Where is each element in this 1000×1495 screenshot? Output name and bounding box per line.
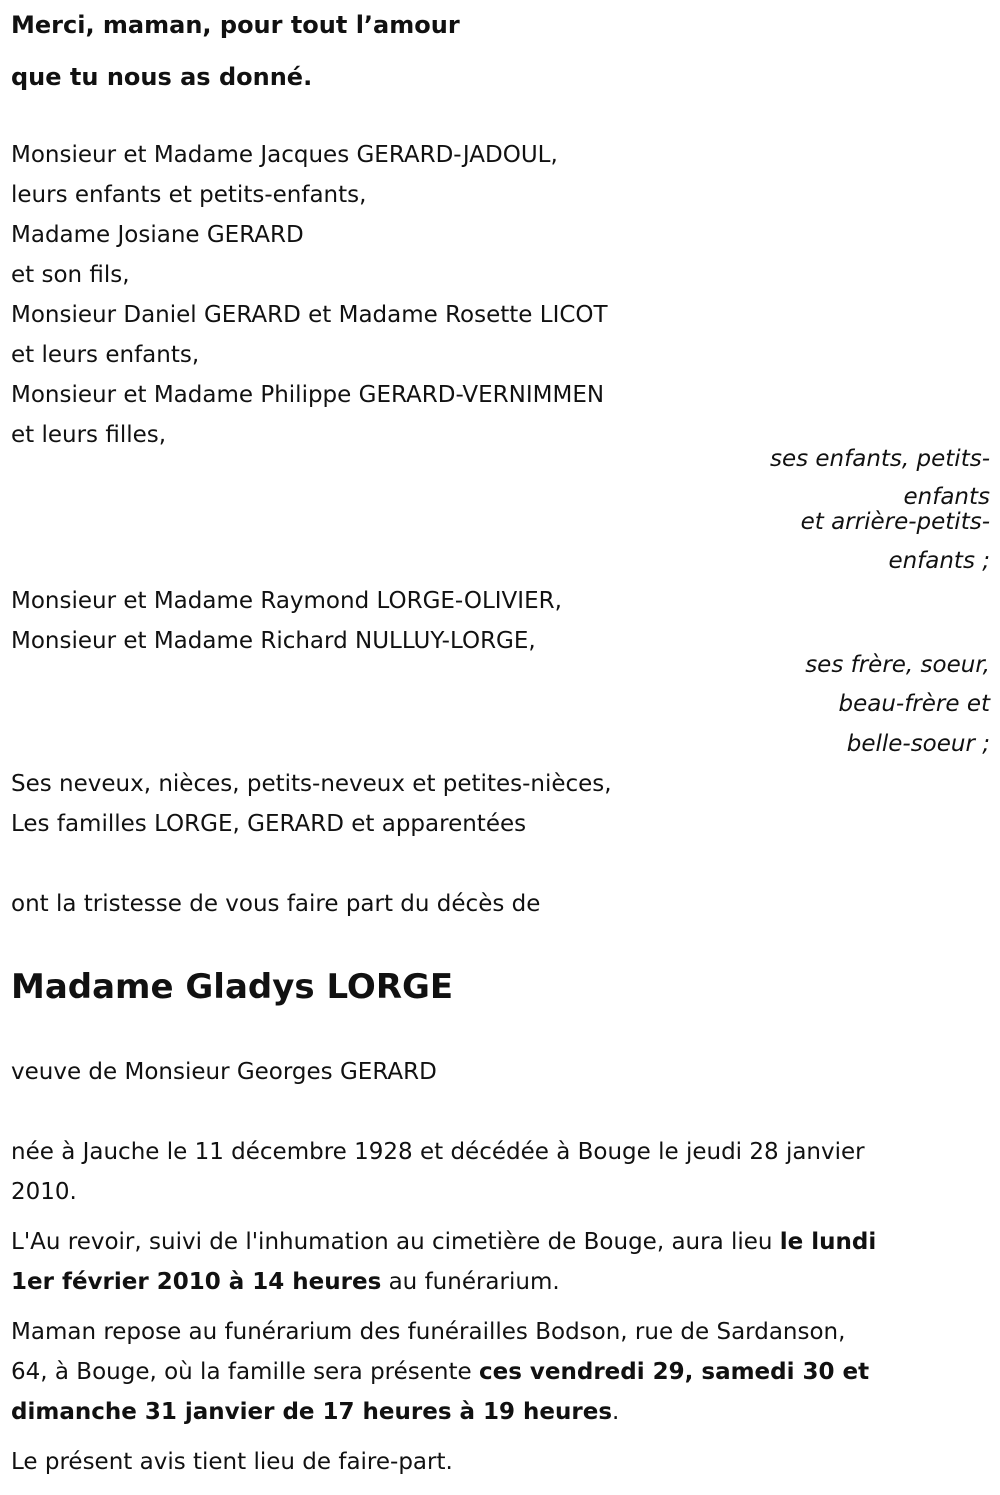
heading-line: Merci, maman, pour tout l’amour [11, 11, 460, 39]
family-line: Monsieur et Madame Jacques GERARD-JADOUL, [11, 142, 558, 168]
visitation-line: Maman repose au funérarium des funérailles Bodson, rue de Sardanson, [11, 1319, 846, 1345]
relation-line: ses frère, soeur, [805, 652, 990, 678]
family-line: Les familles LORGE, GERARD et apparentées [11, 811, 527, 837]
visitation-dates: ces vendredi 29, samedi 30 et [478, 1359, 870, 1385]
family-line: leurs enfants et petits-enfants, [11, 182, 367, 208]
family-line: et son fils, [11, 262, 130, 288]
family-line: Monsieur et Madame Philippe GERARD-VERNIMMEN [11, 382, 605, 408]
ceremony-text: au funérarium. [381, 1269, 560, 1295]
ceremony-date: le lundi [779, 1229, 877, 1255]
deceased-name: Madame Gladys LORGE [11, 967, 454, 1007]
widow-of: veuve de Monsieur Georges GERARD [11, 1059, 437, 1085]
birth-death-line: née à Jauche le 11 décembre 1928 et décédée à Bouge le jeudi 28 janvier [11, 1139, 865, 1165]
family-line: Ses neveux, nièces, petits-neveux et petites-nièces, [11, 771, 612, 797]
announcement: ont la tristesse de vous faire part du décès de [11, 891, 541, 917]
visitation-line [11, 1392, 619, 1432]
family-line: Monsieur et Madame Richard NULLUY-LORGE, [11, 628, 536, 654]
relation-line: belle-soeur ; [846, 731, 990, 757]
relation-line: et arrière-petits- [800, 509, 990, 535]
family-line: Monsieur Daniel GERARD et Madame Rosette LICOT [11, 302, 608, 328]
relation-line: ses enfants, petits- [769, 446, 990, 472]
family-line: Madame Josiane GERARD [11, 222, 304, 248]
closing-note: Le présent avis tient lieu de faire-part. [11, 1449, 453, 1475]
relation-line: beau-frère et [838, 691, 990, 717]
ceremony-text: L'Au revoir, suivi de l'inhumation au cimetière de Bouge, aura lieu [11, 1229, 780, 1255]
visitation-dates: dimanche 31 janvier de 17 heures à 19 heures [11, 1399, 613, 1425]
birth-death-line: 2010. [11, 1179, 77, 1205]
visitation-line [11, 1352, 869, 1392]
heading-line: que tu nous as donné. [11, 63, 313, 91]
visitation-text: . [612, 1399, 620, 1425]
relation-line: enfants ; [888, 548, 990, 574]
relation-line: enfants [903, 484, 990, 510]
ceremony-line [11, 1262, 560, 1302]
ceremony-line [11, 1222, 876, 1262]
ceremony-date: 1er février 2010 à 14 heures [11, 1269, 382, 1295]
family-line: et leurs filles, [11, 422, 167, 448]
visitation-text: 64, à Bouge, où la famille sera présente [11, 1359, 479, 1385]
family-line: Monsieur et Madame Raymond LORGE-OLIVIER, [11, 588, 562, 614]
family-line: et leurs enfants, [11, 342, 200, 368]
